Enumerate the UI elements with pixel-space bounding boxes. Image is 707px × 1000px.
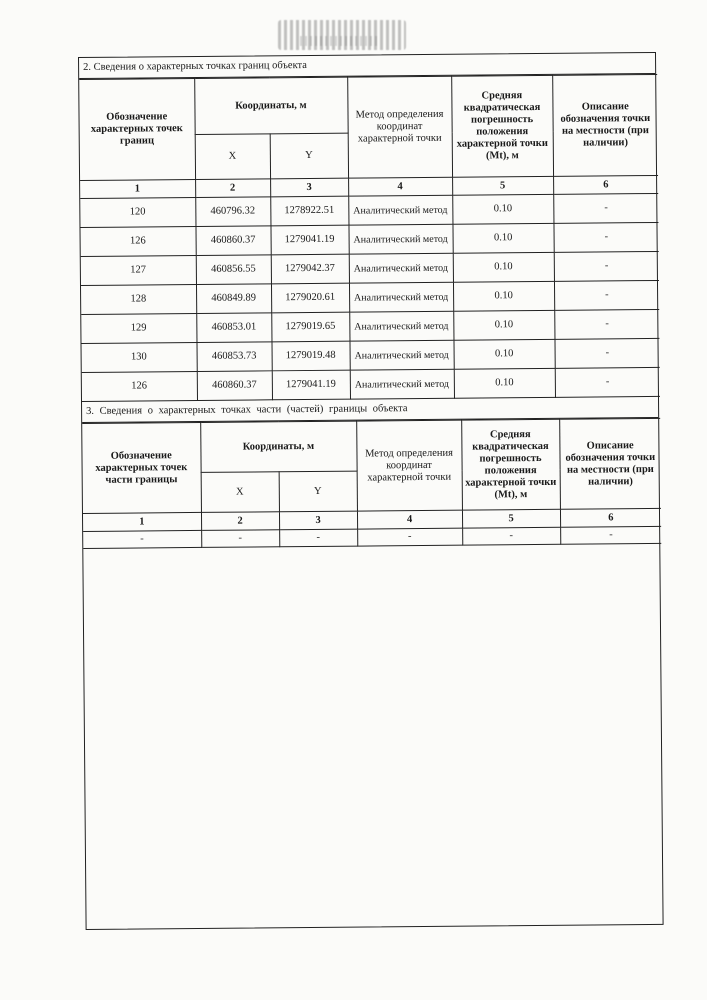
desc-cell: - <box>553 222 658 252</box>
col-num: 6 <box>560 508 661 527</box>
table-row <box>83 526 661 548</box>
x-cell: 460849.89 <box>196 284 271 314</box>
header-designation: Обозначение характерных точек границ <box>79 78 195 180</box>
section3-title: 3. Сведения о характерных точках части (частей) границы объекта <box>82 397 658 423</box>
section3-table <box>82 418 661 549</box>
col-num: 5 <box>462 509 560 528</box>
point-cell: 130 <box>82 342 197 372</box>
mt-cell: 0.10 <box>453 310 554 340</box>
col-num: 3 <box>270 178 348 197</box>
point-cell: 128 <box>81 284 196 314</box>
mt-cell: - <box>462 527 560 545</box>
x-cell: - <box>201 530 279 548</box>
method-cell: - <box>357 528 462 546</box>
header-description: Описание обозначения точки на местности (при наличии) <box>552 74 658 176</box>
x-cell: 460853.73 <box>196 342 271 372</box>
x-cell: 460853.01 <box>196 313 271 343</box>
desc-cell: - <box>554 251 659 281</box>
header-error: Средняя квадратическая погрешность положения характерной точки (Mt), м <box>451 75 553 177</box>
desc-cell: - <box>554 280 659 310</box>
col-num: 2 <box>201 512 279 531</box>
header-method: Метод определения координат характерной точки <box>356 420 462 511</box>
header-x: X <box>201 472 279 513</box>
method-cell: Аналитический метод <box>349 282 453 312</box>
col-num: 2 <box>195 179 270 198</box>
mt-cell: 0.10 <box>454 339 555 369</box>
mt-cell: 0.10 <box>452 194 553 224</box>
method-cell: Аналитический метод <box>350 369 454 399</box>
point-cell: - <box>83 530 201 548</box>
y-cell: 1279041.19 <box>270 225 348 255</box>
col-num: 4 <box>357 510 462 529</box>
point-cell: 127 <box>81 255 196 285</box>
y-cell: 1278922.51 <box>270 196 348 226</box>
header-coords: Координаты, м <box>200 421 356 472</box>
method-cell: Аналитический метод <box>349 253 453 283</box>
y-cell: 1279042.37 <box>271 254 349 284</box>
desc-cell: - <box>554 338 659 368</box>
boundary-points-form <box>78 52 664 930</box>
point-cell: 129 <box>81 313 196 343</box>
method-cell: Аналитический метод <box>348 195 452 225</box>
header-y: Y <box>279 471 357 512</box>
col-num: 6 <box>553 175 658 194</box>
y-cell: 1279020.61 <box>271 283 349 313</box>
y-cell: - <box>279 529 357 547</box>
col-num: 1 <box>83 512 201 531</box>
table-row <box>82 367 660 401</box>
mt-cell: 0.10 <box>453 252 554 282</box>
col-num: 1 <box>80 179 195 198</box>
mt-cell: 0.10 <box>453 281 554 311</box>
method-cell: Аналитический метод <box>350 340 454 370</box>
desc-cell: - <box>553 193 658 223</box>
mt-cell: 0.10 <box>452 223 553 253</box>
header-method: Метод определения координат характерной точки <box>347 76 452 178</box>
x-cell: 460796.32 <box>195 197 270 227</box>
header-error: Средняя квадратическая погрешность положения характерной точки (Mt), м <box>461 419 560 510</box>
col-num: 3 <box>279 511 357 530</box>
mt-cell: 0.10 <box>454 368 555 398</box>
y-cell: 1279019.48 <box>271 341 349 371</box>
header-y: Y <box>270 133 348 179</box>
y-cell: 1279041.19 <box>272 370 350 400</box>
col-num: 4 <box>348 177 452 196</box>
stamp-mark-secondary <box>300 36 380 46</box>
section2-title: 2. Сведения о характерных точках границ объекта <box>79 53 655 79</box>
header-designation: Обозначение характерных точек части границы <box>82 422 201 513</box>
point-cell: 126 <box>80 226 195 256</box>
desc-cell: - <box>554 309 659 339</box>
method-cell: Аналитический метод <box>349 311 453 341</box>
x-cell: 460856.55 <box>196 255 271 285</box>
header-coords: Координаты, м <box>194 77 347 134</box>
x-cell: 460860.37 <box>195 226 270 256</box>
method-cell: Аналитический метод <box>348 224 452 254</box>
section2-table <box>79 74 660 402</box>
desc-cell: - <box>555 367 660 397</box>
header-description: Описание обозначения точки на местности (при наличии) <box>559 418 661 509</box>
col-num: 5 <box>452 176 553 195</box>
y-cell: 1279019.65 <box>271 312 349 342</box>
point-cell: 126 <box>82 371 197 401</box>
x-cell: 460860.37 <box>197 371 272 401</box>
header-x: X <box>195 134 270 180</box>
point-cell: 120 <box>80 197 195 227</box>
desc-cell: - <box>560 526 661 544</box>
